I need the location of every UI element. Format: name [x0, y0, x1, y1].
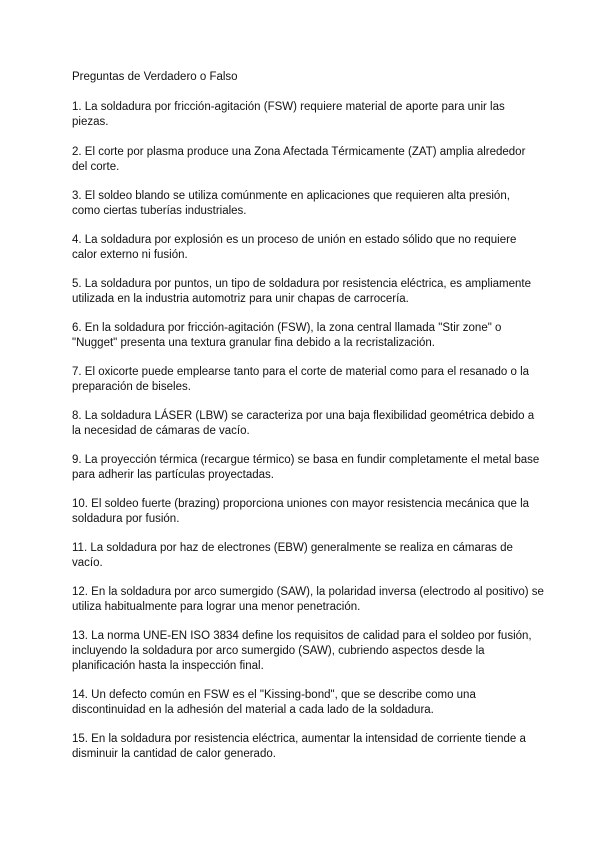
- question-line: 11. La soldadura por haz de electrones (EBW) generalmente se realiza en cámaras de: [72, 542, 513, 554]
- document-title: Preguntas de Verdadero o Falso: [72, 71, 238, 83]
- question-line: 4. La soldadura por explosión es un proceso de unión en estado sólido que no requiere: [72, 234, 517, 246]
- question-line: 9. La proyección térmica (recargue térmico) se basa en fundir completamente el metal base: [72, 454, 540, 466]
- question-line: 8. La soldadura LÁSER (LBW) se caracteriza por una baja flexibilidad geométrica debido a: [72, 410, 535, 422]
- question-line: incluyendo la soldadura por arco sumergido (SAW), cubriendo aspectos desde la: [72, 644, 485, 657]
- question-item: [72, 233, 532, 263]
- question-line: "Nugget" presenta una textura granular fina debido a la recristalización.: [72, 336, 435, 349]
- question-line: planificación hasta la inspección final.: [72, 659, 264, 672]
- question-line: del corte.: [72, 160, 120, 173]
- question-line: 13. La norma UNE-EN ISO 3834 define los requisitos de calidad para el soldeo por fusión,: [72, 630, 532, 642]
- question-line: 7. El oxicorte puede emplearse tanto para el corte de material como para el resanado o la: [72, 366, 530, 378]
- question-item: [72, 497, 532, 527]
- question-line: 5. La soldadura por puntos, un tipo de soldadura por resistencia eléctrica, es ampliamente: [72, 278, 531, 290]
- question-line: calor externo ni fusión.: [72, 248, 188, 261]
- question-line: 15. En la soldadura por resistencia eléctrica, aumentar la intensidad de corriente tiende a: [72, 733, 526, 745]
- question-item: [72, 688, 532, 718]
- question-line: vacío.: [72, 556, 103, 569]
- question-line: piezas.: [72, 115, 109, 128]
- question-item: [72, 321, 532, 351]
- question-line: como ciertas tuberías industriales.: [72, 204, 247, 217]
- question-item: [72, 100, 532, 130]
- question-line: utiliza habitualmente para lograr una menor penetración.: [72, 600, 361, 613]
- question-line: 1. La soldadura por fricción-agitación (FSW) requiere material de aporte para unir las: [72, 101, 505, 113]
- question-line: 14. Un defecto común en FSW es el "Kissing-bond", que se describe como una: [72, 689, 476, 701]
- question-line: disminuir la cantidad de calor generado.: [72, 747, 276, 760]
- question-item: [72, 453, 540, 483]
- question-line: discontinuidad en la adhesión del material a cada lado de la soldadura.: [72, 703, 434, 716]
- question-line: la necesidad de cámaras de vacío.: [72, 424, 250, 437]
- question-item: [72, 409, 535, 439]
- question-line: para adherir las partículas proyectadas.: [72, 468, 274, 481]
- question-line: 3. El soldeo blando se utiliza comúnmente en aplicaciones que requieren alta presión,: [72, 190, 510, 202]
- question-line: 2. El corte por plasma produce una Zona Afectada Térmicamente (ZAT) amplia alrededor: [72, 146, 526, 158]
- question-line: utilizada en la industria automotriz para unir chapas de carrocería.: [72, 292, 409, 305]
- question-line: preparación de biseles.: [72, 380, 191, 393]
- question-item: [72, 277, 532, 307]
- question-line: 12. En la soldadura por arco sumergido (SAW), la polaridad inversa (electrodo al positivo) se: [72, 586, 544, 598]
- question-item: [72, 629, 532, 673]
- question-item: [72, 732, 532, 762]
- question-line: 10. El soldeo fuerte (brazing) proporciona uniones con mayor resistencia mecánica que la: [72, 498, 530, 510]
- question-line: soldadura por fusión.: [72, 512, 180, 525]
- question-item: [72, 585, 544, 615]
- question-line: 6. En la soldadura por fricción-agitación (FSW), la zona central llamada "Stir zone" o: [72, 322, 502, 334]
- question-item: [72, 189, 532, 219]
- question-item: [72, 145, 532, 175]
- question-item: [72, 541, 532, 571]
- question-item: [72, 365, 532, 395]
